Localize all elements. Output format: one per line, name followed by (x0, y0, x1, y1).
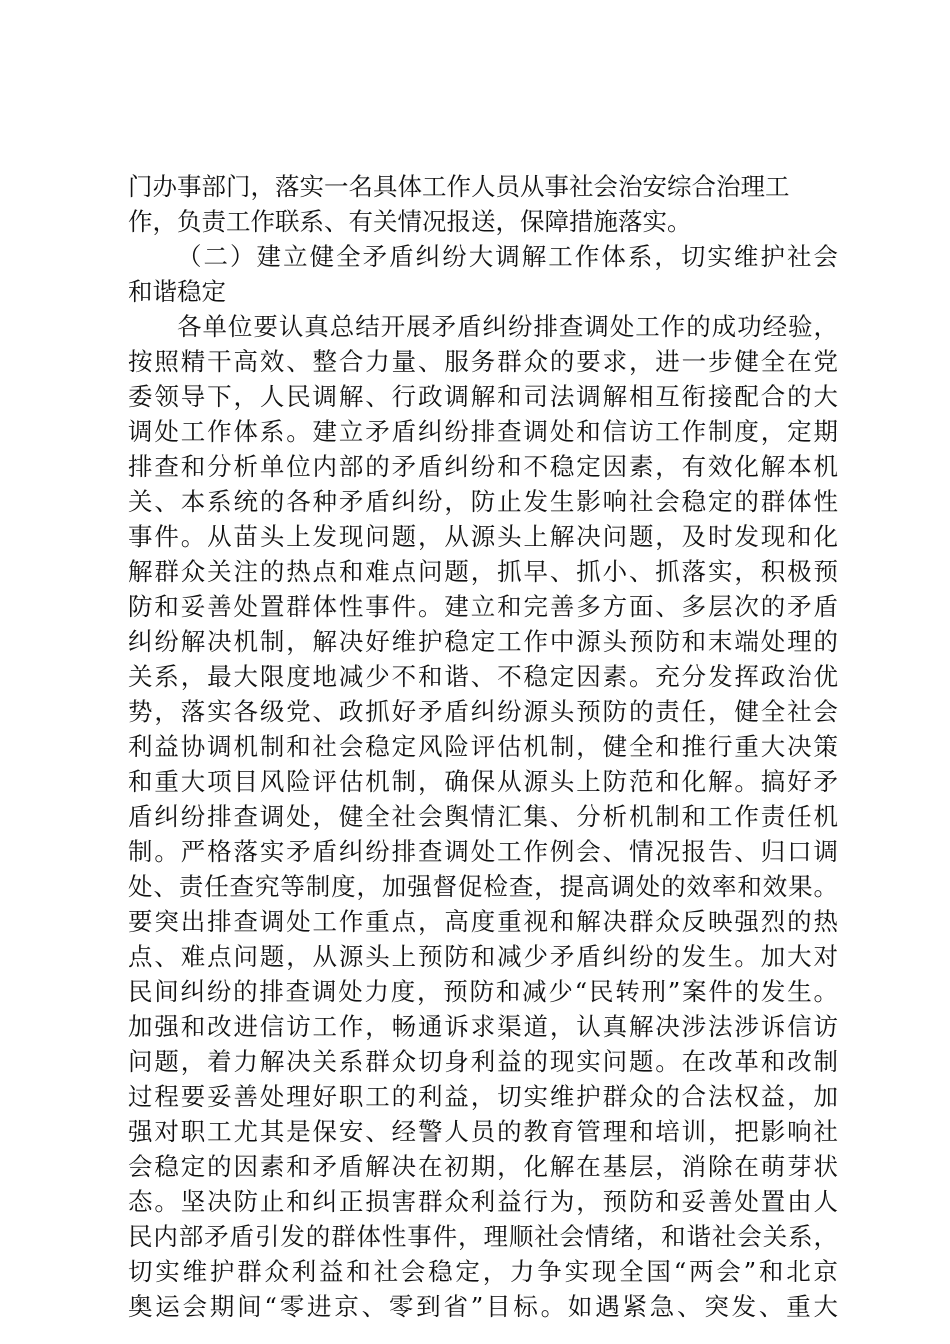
text-line: 作，负责工作联系、有关情况报送，保障措施落实。 (128, 207, 692, 236)
text-line: 会稳定的因素和矛盾解决在初期，化解在基层，消除在萌芽状 (128, 1152, 838, 1181)
text-line: 排查和分析单位内部的矛盾纠纷和不稳定因素，有效化解本机 (128, 452, 838, 481)
text-line: 解群众关注的热点和难点问题，抓早、抓小、抓落实，积极预 (128, 557, 838, 586)
text-line: 点、难点问题，从源头上预防和减少矛盾纠纷的发生。加大对 (128, 942, 838, 971)
text-line: 奥运会期间“零进京、零到省”目标。如遇紧急、突发、重大 (128, 1292, 838, 1321)
text-line: 关系，最大限度地减少不和谐、不稳定因素。充分发挥政治优 (128, 662, 838, 691)
text-line: 强对职工尤其是保安、经警人员的教育管理和培训，把影响社 (128, 1117, 838, 1146)
text-line: 势，落实各级党、政抓好矛盾纠纷源头预防的责任，健全社会 (128, 697, 838, 726)
section-heading-line: （二）建立健全矛盾纠纷大调解工作体系，切实维护社会 (177, 242, 838, 271)
text-line: 委领导下，人民调解、行政调解和司法调解相互衔接配合的大 (128, 382, 838, 411)
text-line: 关、本系统的各种矛盾纠纷，防止发生影响社会稳定的群体性 (128, 487, 838, 516)
text-line: 防和妥善处置群体性事件。建立和完善多方面、多层次的矛盾 (128, 592, 838, 621)
text-line: 制。严格落实矛盾纠纷排查调处工作例会、情况报告、归口调 (128, 837, 838, 866)
text-line: 加强和改进信访工作，畅通诉求渠道，认真解决涉法涉诉信访 (128, 1012, 838, 1041)
text-line: 盾纠纷排查调处，健全社会舆情汇集、分析机制和工作责任机 (128, 802, 838, 831)
text-line: 民内部矛盾引发的群体性事件，理顺社会情绪，和谐社会关系， (128, 1222, 838, 1251)
text-line: 和重大项目风险评估机制，确保从源头上防范和化解。搞好矛 (128, 767, 838, 796)
text-line: 态。坚决防止和纠正损害群众利益行为，预防和妥善处置由人 (128, 1187, 838, 1216)
text-line: 问题，着力解决关系群众切身利益的现实问题。在改革和改制 (128, 1047, 838, 1076)
text-line: 过程要妥善处理好职工的利益，切实维护群众的合法权益，加 (128, 1082, 838, 1111)
text-line: 要突出排查调处工作重点，高度重视和解决群众反映强烈的热 (128, 907, 838, 936)
text-line: 事件。从苗头上发现问题，从源头上解决问题，及时发现和化 (128, 522, 838, 551)
text-line: 门办事部门，落实一名具体工作人员从事社会治安综合治理工 (128, 172, 790, 201)
text-line: 按照精干高效、整合力量、服务群众的要求，进一步健全在党 (128, 347, 838, 376)
text-line: 处、责任查究等制度，加强督促检查，提高调处的效率和效果。 (128, 872, 838, 901)
text-line: 调处工作体系。建立矛盾纠纷排查调处和信访工作制度，定期 (128, 417, 838, 446)
section-heading-line: 和谐稳定 (128, 277, 226, 306)
text-line: 纠纷解决机制，解决好维护稳定工作中源头预防和末端处理的 (128, 627, 838, 656)
text-line: 民间纠纷的排查调处力度，预防和减少“民转刑”案件的发生。 (128, 977, 838, 1006)
text-line: 各单位要认真总结开展矛盾纠纷排查调处工作的成功经验， (177, 312, 838, 341)
text-line: 利益协调机制和社会稳定风险评估机制，健全和推行重大决策 (128, 732, 838, 761)
text-line: 切实维护群众利益和社会稳定，力争实现全国“两会”和北京 (128, 1257, 838, 1286)
